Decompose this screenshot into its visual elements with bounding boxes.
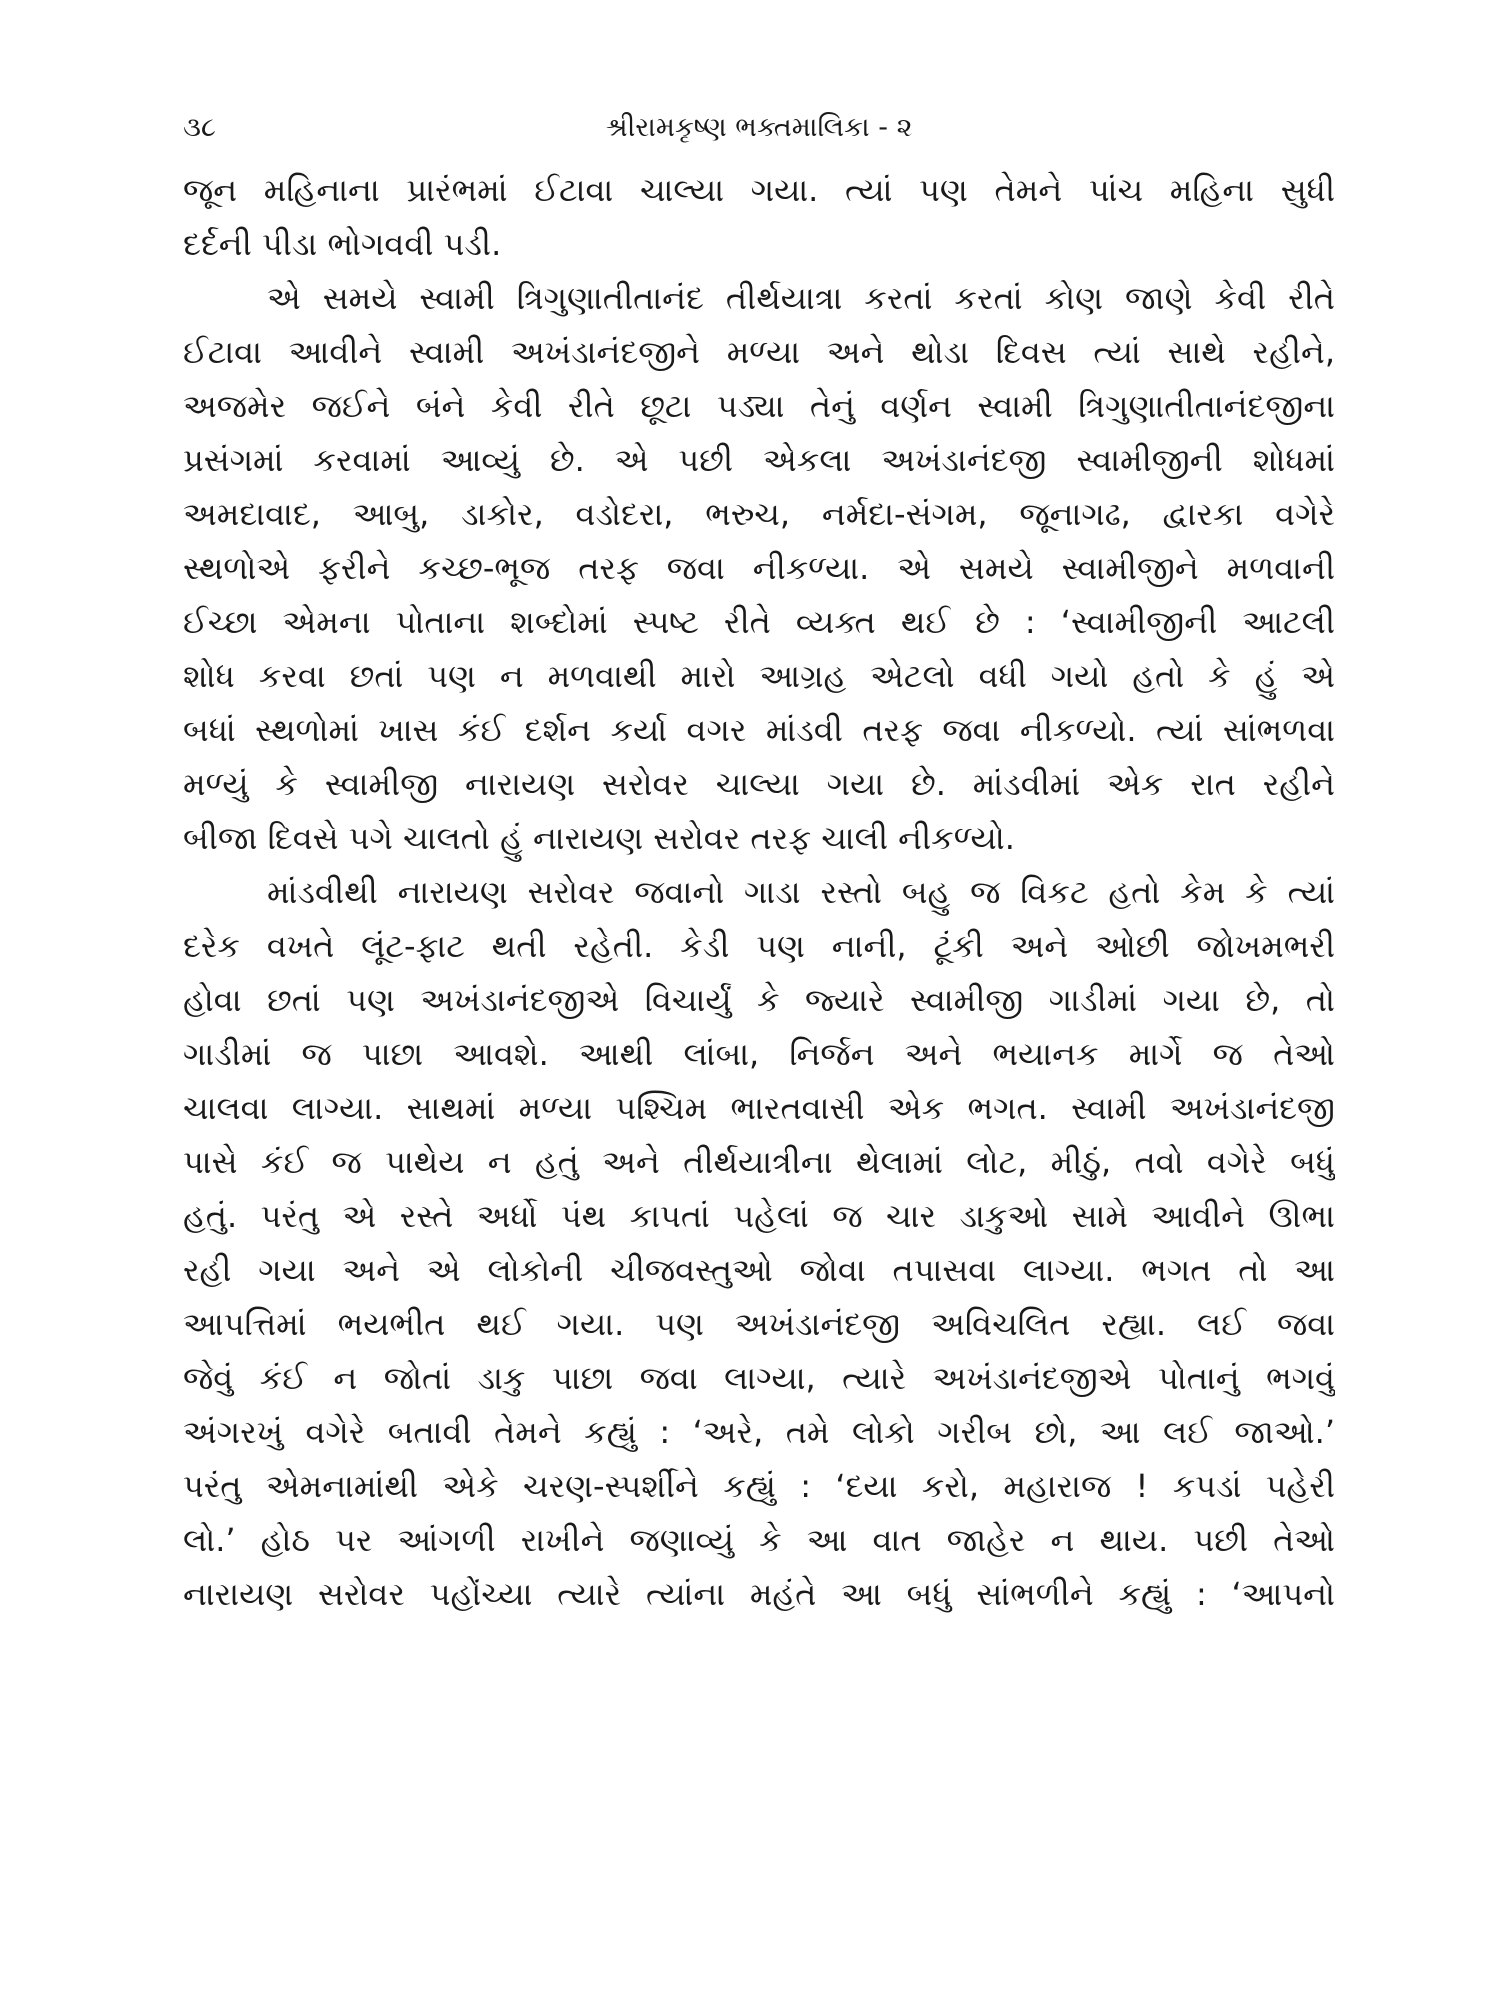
text-line: હતું. પરંતુ એ રસ્તે અર્ધો પંથ કાપતાં પહેલાં જ ચાર ડાકુઓ સામે આવીને ઊભા <box>183 1197 1335 1235</box>
book-title: શ્રીરામકૃષ્ણ ભક્તમાલિકા - ૨ <box>605 112 913 143</box>
text-line: હોવા છતાં પણ અખંડાનંદજીએ વિચાર્યું કે જ્યારે સ્વામીજી ગાડીમાં ગયા છે, તો <box>183 981 1335 1019</box>
text-line: રહી ગયા અને એ લોકોની ચીજવસ્તુઓ જોવા તપાસવા લાગ્યા. ભગત તો આ <box>183 1251 1335 1289</box>
text-line: જૂન મહિનાના પ્રારંભમાં ઈટાવા ચાલ્યા ગયા. ત્યાં પણ તેમને પાંચ મહિના સુધી <box>183 171 1335 209</box>
text-line: જેવું કંઈ ન જોતાં ડાકુ પાછા જવા લાગ્યા, ત્યારે અખંડાનંદજીએ પોતાનું ભગવું <box>183 1359 1335 1397</box>
text-line: પરંતુ એમનામાંથી એકે ચરણ-સ્પર્શીને કહ્યું : ‘દયા કરો, મહારાજ ! કપડાં પહેરી <box>183 1467 1335 1505</box>
text-line: ગાડીમાં જ પાછા આવશે. આથી લાંબા, નિર્જન અને ભયાનક માર્ગે જ તેઓ <box>183 1035 1335 1073</box>
text-line: સ્થળોએ ફરીને કચ્છ-ભૂજ તરફ જવા નીકળ્યા. એ સમયે સ્વામીજીને મળવાની <box>183 549 1335 587</box>
text-line: અંગરખું વગેરે બતાવી તેમને કહ્યું : ‘અરે, તમે લોકો ગરીબ છો, આ લઈ જાઓ.’ <box>183 1413 1335 1451</box>
text-line: બધાં સ્થળોમાં ખાસ કંઈ દર્શન કર્યા વગર માંડવી તરફ જવા નીકળ્યો. ત્યાં સાંભળવા <box>183 711 1335 749</box>
text-line: પાસે કંઈ જ પાથેય ન હતું અને તીર્થયાત્રીના થેલામાં લોટ, મીઠું, તવો વગેરે બધું <box>183 1143 1335 1181</box>
text-line: એ સમયે સ્વામી ત્રિગુણાતીતાનંદ તીર્થયાત્રા કરતાં કરતાં કોણ જાણે કેવી રીતે <box>267 279 1335 317</box>
text-line: ચાલવા લાગ્યા. સાથમાં મળ્યા પશ્ચિમ ભારતવાસી એક ભગત. સ્વામી અખંડાનંદજી <box>183 1089 1335 1127</box>
text-line: ઈચ્છા એમના પોતાના શબ્દોમાં સ્પષ્ટ રીતે વ્યક્ત થઈ છે : ‘સ્વામીજીની આટલી <box>183 603 1335 641</box>
text-line: દરેક વખતે લૂંટ-ફાટ થતી રહેતી. કેડી પણ નાની, ટૂંકી અને ઓછી જોખમભરી <box>183 927 1335 965</box>
text-line: ઈટાવા આવીને સ્વામી અખંડાનંદજીને મળ્યા અને થોડા દિવસ ત્યાં સાથે રહીને, <box>183 333 1335 371</box>
text-line: આપત્તિમાં ભયભીત થઈ ગયા. પણ અખંડાનંદજી અવિચલિત રહ્યા. લઈ જવા <box>183 1305 1335 1343</box>
text-line: મળ્યું કે સ્વામીજી નારાયણ સરોવર ચાલ્યા ગયા છે. માંડવીમાં એક રાત રહીને <box>183 765 1335 803</box>
text-line: બીજા દિવસે પગે ચાલતો હું નારાયણ સરોવર તરફ ચાલી નીકળ્યો. <box>183 819 1015 857</box>
text-line: લો.’ હોઠ પર આંગળી રાખીને જણાવ્યું કે આ વાત જાહેર ન થાય. પછી તેઓ <box>183 1521 1335 1559</box>
text-line: શોધ કરવા છતાં પણ ન મળવાથી મારો આગ્રહ એટલો વધી ગયો હતો કે હું એ <box>183 657 1335 695</box>
text-line: માંડવીથી નારાયણ સરોવર જવાનો ગાડા રસ્તો બહુ જ વિકટ હતો કેમ કે ત્યાં <box>267 873 1335 911</box>
text-line: અમદાવાદ, આબુ, ડાકોર, વડોદરા, ભરુચ, નર્મદા-સંગમ, જૂનાગઢ, દ્વારકા વગેરે <box>183 495 1335 533</box>
text-line: પ્રસંગમાં કરવામાં આવ્યું છે. એ પછી એકલા અખંડાનંદજી સ્વામીજીની શોધમાં <box>183 441 1335 479</box>
text-line: અજમેર જઈને બંને કેવી રીતે છૂટા પડ્યા તેનું વર્ણન સ્વામી ત્રિગુણાતીતાનંદજીના <box>183 387 1335 425</box>
body-text <box>183 163 1335 1621</box>
text-line: દર્દની પીડા ભોગવવી પડી. <box>183 225 502 263</box>
running-head <box>183 108 1335 148</box>
page-number: ૩૮ <box>183 112 216 143</box>
text-line: નારાયણ સરોવર પહોંચ્યા ત્યારે ત્યાંના મહંતે આ બધું સાંભળીને કહ્યું : ‘આપનો <box>183 1575 1335 1613</box>
